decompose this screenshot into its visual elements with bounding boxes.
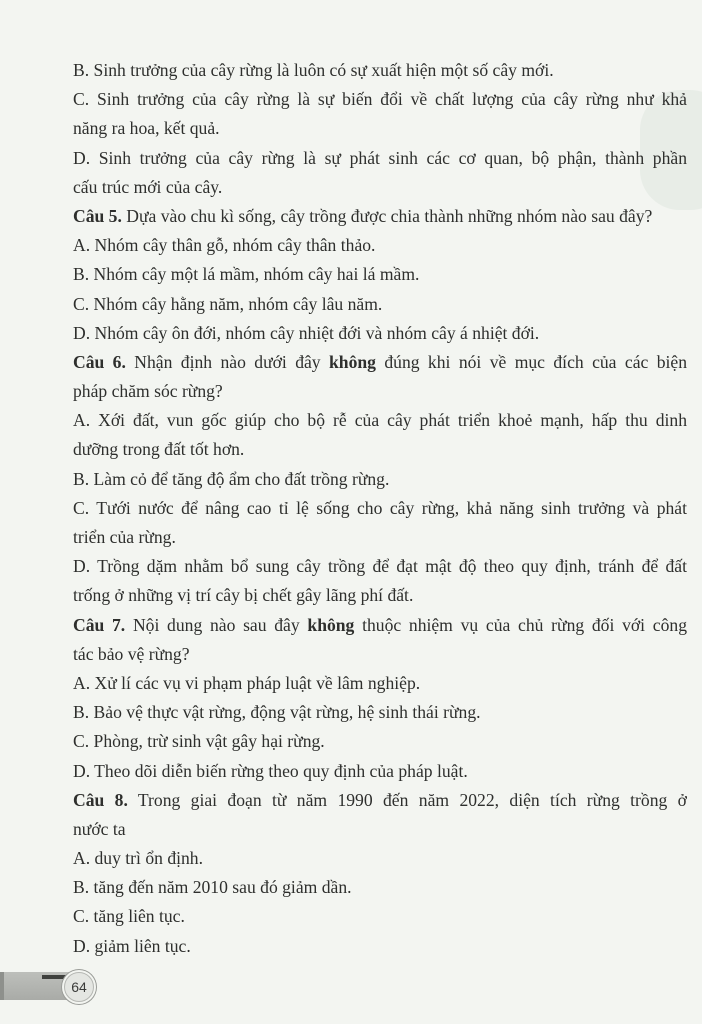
text-segment: đúng khi nói về mục đích của các biện [375, 351, 687, 372]
text-segment: tác bảo vệ rừng? [73, 643, 190, 664]
text-line [73, 727, 687, 756]
text-segment: D. Trồng dặm nhằm bổ sung cây trồng để đạt mật độ theo quy định, tránh để đất [73, 556, 687, 577]
text-line [73, 56, 687, 85]
bold-text: không [329, 351, 376, 372]
text-segment: dưỡng trong đất tốt hơn. [73, 439, 245, 460]
text-line [73, 85, 687, 114]
text-segment: C. tăng liên tục. [73, 906, 185, 927]
text-segment: Nhận định nào dưới đây [125, 351, 329, 372]
text-segment: B. Sinh trưởng của cây rừng là luôn có sự xuất hiện một số cây mới. [73, 60, 554, 80]
text-line [73, 494, 687, 523]
text-line [73, 552, 687, 581]
text-line [73, 144, 687, 173]
text-segment: Nội dung nào sau đây [125, 614, 308, 635]
text-segment: pháp chăm sóc rừng? [73, 381, 223, 402]
text-segment: thuộc nhiệm vụ của chủ rừng đối với công [354, 614, 687, 635]
text-segment: C. Nhóm cây hằng năm, nhóm cây lâu năm. [73, 293, 383, 314]
text-segment: A. Xới đất, vun gốc giúp cho bộ rễ của cây phát triển khoẻ mạnh, hấp thu dinh [73, 410, 687, 431]
text-segment: D. Theo dõi diễn biến rừng theo quy định của pháp luật. [73, 760, 468, 781]
text-line [73, 348, 687, 377]
text-segment: D. giảm liên tục. [73, 935, 191, 956]
text-line [73, 465, 687, 494]
text-segment: C. Tưới nước để nâng cao tỉ lệ sống cho cây rừng, khả năng sinh trưởng và phát [73, 497, 687, 518]
text-line [73, 873, 687, 902]
text-line [73, 581, 687, 610]
text-line [73, 757, 687, 786]
text-line [73, 815, 687, 844]
text-line [73, 114, 687, 143]
text-segment: A. Nhóm cây thân gỗ, nhóm cây thân thảo. [73, 235, 376, 256]
bold-text: Câu 8. [73, 789, 128, 810]
page-footer-notch [42, 975, 68, 979]
page-number: 64 [64, 972, 94, 1002]
text-segment: B. Bảo vệ thực vật rừng, động vật rừng, hệ sinh thái rừng. [73, 702, 481, 723]
text-line [73, 406, 687, 435]
text-segment: D. Nhóm cây ôn đới, nhóm cây nhiệt đới và nhóm cây á nhiệt đới. [73, 322, 540, 343]
text-segment: A. duy trì ổn định. [73, 848, 203, 869]
text-line [73, 319, 687, 348]
text-segment: Trong giai đoạn từ năm 1990 đến năm 2022, diện tích rừng trồng ở [127, 789, 687, 810]
text-segment: B. Làm cỏ để tăng độ ẩm cho đất trồng rừng. [73, 468, 390, 489]
text-line [73, 669, 687, 698]
text-line [73, 902, 687, 931]
text-line [73, 377, 687, 406]
bold-text: Câu 7. [73, 614, 126, 635]
text-segment: cấu trúc mới của cây. [73, 176, 223, 197]
text-segment: năng ra hoa, kết quả. [73, 118, 220, 139]
text-line [73, 260, 687, 289]
text-segment: A. Xử lí các vụ vi phạm pháp luật về lâm nghiệp. [73, 672, 421, 693]
text-line [73, 611, 687, 640]
text-segment: B. Nhóm cây một lá mầm, nhóm cây hai lá mầm. [73, 264, 420, 285]
text-line [73, 290, 687, 319]
text-segment: D. Sinh trưởng của cây rừng là sự phát sinh các cơ quan, bộ phận, thành phần [73, 147, 687, 168]
text-line [73, 435, 687, 464]
document-body [73, 56, 687, 961]
text-line [73, 523, 687, 552]
text-line [73, 844, 687, 873]
bold-text: Câu 5. [73, 205, 122, 226]
text-segment: trống ở những vị trí cây bị chết gây lãng phí đất. [73, 585, 414, 606]
text-line [73, 698, 687, 727]
text-segment: C. Phòng, trừ sinh vật gây hại rừng. [73, 731, 325, 752]
bold-text: Câu 6. [73, 351, 126, 372]
text-line [73, 640, 687, 669]
text-line [73, 173, 687, 202]
text-segment: triển của rừng. [73, 527, 176, 547]
text-line [73, 932, 687, 961]
text-segment: C. Sinh trưởng của cây rừng là sự biến đổi về chất lượng của cây rừng như khả [73, 89, 687, 110]
text-line [73, 786, 687, 815]
bold-text: không [307, 614, 355, 635]
text-line [73, 231, 687, 260]
text-line [73, 202, 687, 231]
text-segment: nước ta [73, 818, 126, 839]
text-segment: Dựa vào chu kì sống, cây trồng được chia thành những nhóm nào sau đây? [121, 205, 653, 226]
text-segment: B. tăng đến năm 2010 sau đó giảm dần. [73, 877, 352, 898]
